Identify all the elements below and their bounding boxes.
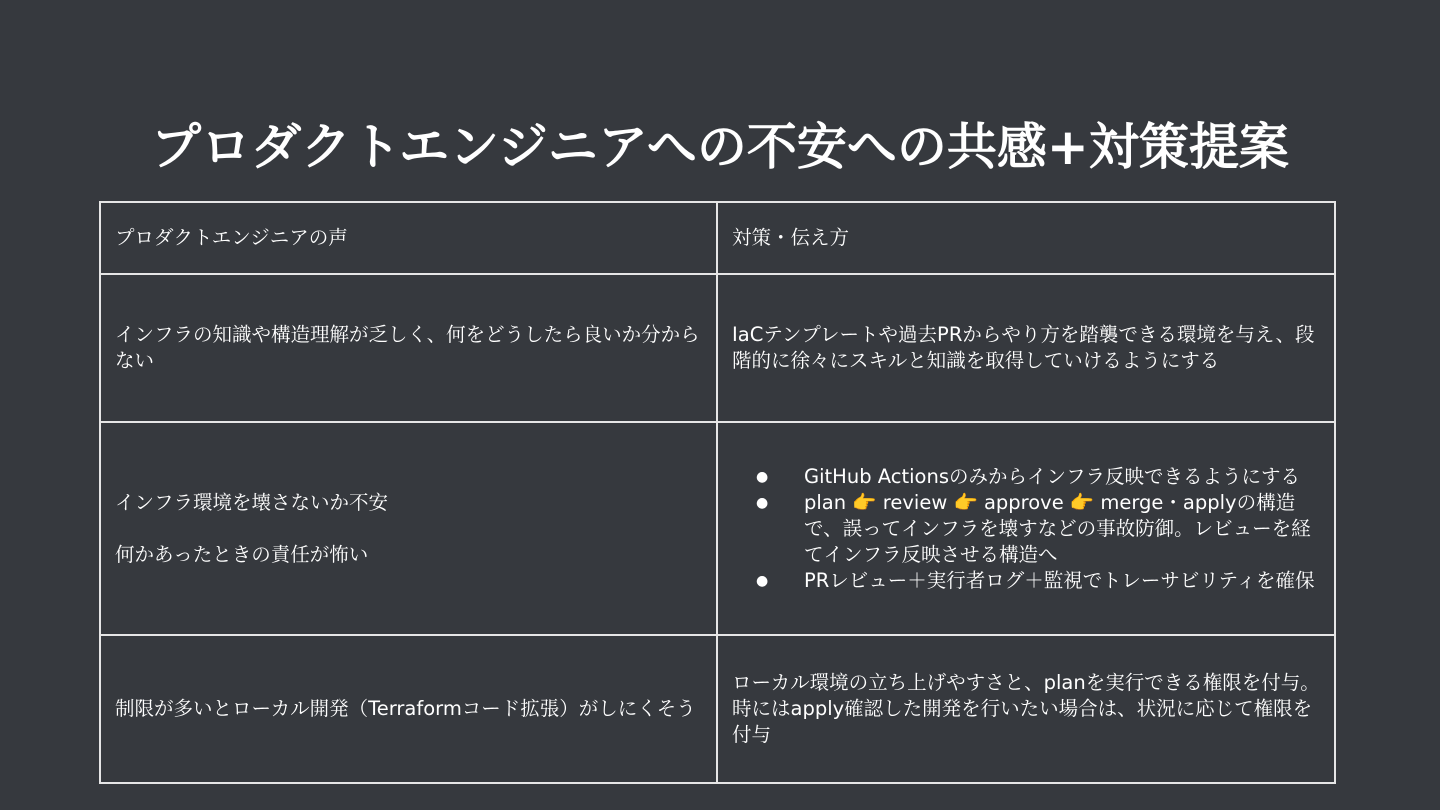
voice-text: 制限が多いとローカル開発（Terraformコード拡張）がしにくそう (115, 697, 696, 720)
voice-cell (100, 422, 717, 635)
measure-cell (717, 274, 1335, 422)
table-header-row (100, 202, 1335, 274)
voice-cell (100, 635, 717, 783)
voices-measures-table (99, 201, 1336, 784)
header-cell-voice: プロダクトエンジニアの声 (100, 202, 717, 274)
measure-text: ローカル環境の立ち上げやすさと、planを実行できる権限を付与。時にはapply確認した開発を行いたい場合は、状況に応じて権限を付与 (732, 671, 1320, 746)
voice-cell (100, 274, 717, 422)
paragraph-gap (115, 516, 702, 542)
table-row (100, 422, 1335, 635)
measure-cell (717, 635, 1335, 783)
measure-bullet-list (732, 464, 1320, 594)
bullet-item: ● plan 👉 review 👉 approve 👉 merge・applyの構造で、誤ってインフラを壊すなどの事故防御。レビューを経てインフラ反映させる構造へ (804, 490, 1320, 568)
voice-text: インフラの知識や構造理解が乏しく、何をどうしたら良いか分からない (115, 323, 700, 372)
measure-cell (717, 422, 1335, 635)
voice-text: インフラ環境を壊さないか不安 (115, 490, 389, 514)
measure-text: IaCテンプレートや過去PRからやり方を踏襲できる環境を与え、段階的に徐々にスキルと知識を取得していけるようにする (732, 323, 1315, 372)
bullet-item: ● PRレビュー＋実行者ログ＋監視でトレーサビリティを確保 (804, 568, 1320, 594)
voice-text: 何かあったときの責任が怖い (115, 542, 369, 566)
table-row (100, 274, 1335, 422)
table-row (100, 635, 1335, 783)
bullet-item: ● GitHub Actionsのみからインフラ反映できるようにする (804, 464, 1320, 490)
header-cell-measure: 対策・伝え方 (717, 202, 1335, 274)
slide-title: プロダクトエンジニアへの不安への共感+対策提案 (151, 118, 1289, 176)
